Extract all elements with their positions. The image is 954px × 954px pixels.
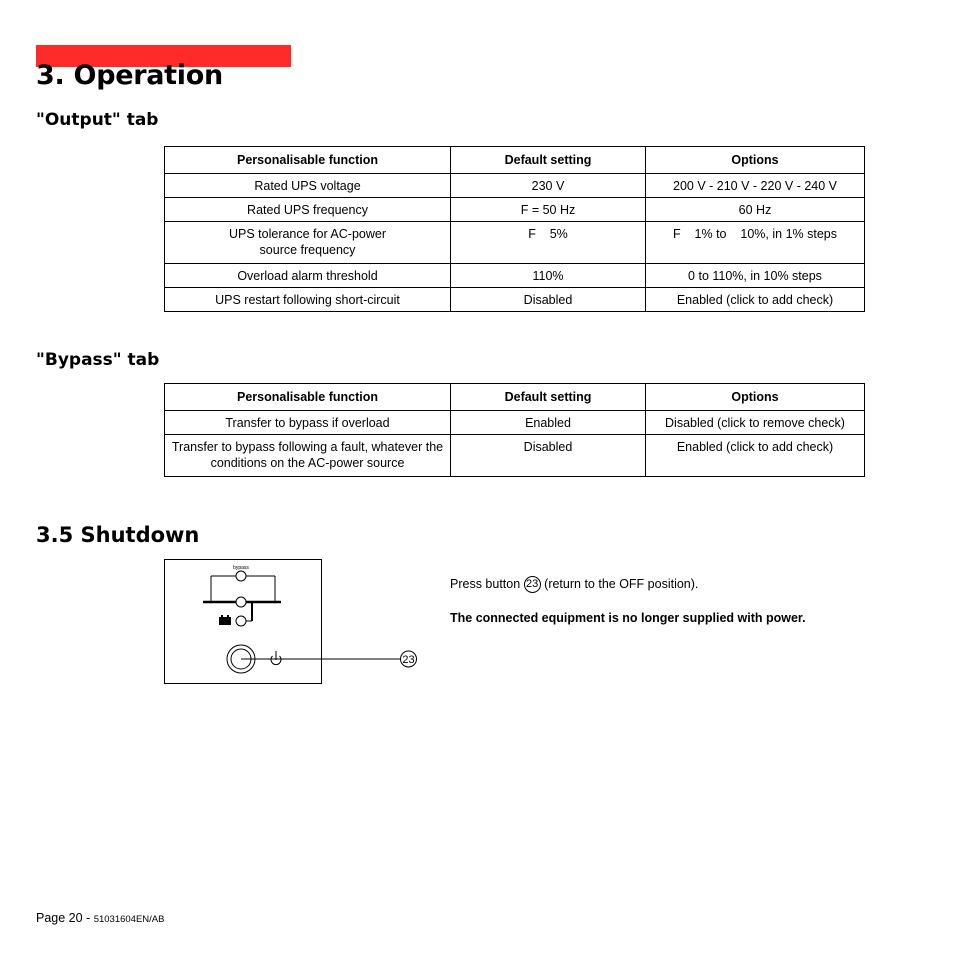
page-number: Page 20 - — [36, 911, 91, 925]
column-header: Options — [646, 384, 865, 411]
page-footer — [36, 911, 164, 925]
table-cell: UPS tolerance for AC-power source frequency — [165, 222, 451, 264]
table-cell: Overload alarm threshold — [165, 264, 451, 288]
column-header: Personalisable function — [165, 147, 451, 174]
shutdown-heading: 3.5 Shutdown — [36, 523, 200, 547]
column-header: Personalisable function — [165, 384, 451, 411]
battery-led — [236, 616, 246, 626]
instruction-suffix: (return to the OFF position). — [544, 576, 699, 591]
table-row — [165, 222, 865, 264]
ups-front-panel — [164, 559, 322, 684]
battery-icon — [219, 615, 231, 625]
callout-leader — [322, 648, 422, 670]
table-cell: 110% — [451, 264, 646, 288]
section-title: 3. Operation — [36, 60, 223, 91]
table-cell: 60 Hz — [646, 198, 865, 222]
bypass-label: bypass — [233, 565, 249, 571]
bypass-led — [236, 571, 246, 581]
table-cell: Rated UPS voltage — [165, 174, 451, 198]
output-tab-heading: "Output" tab — [36, 110, 159, 130]
table-cell: Disabled — [451, 288, 646, 312]
table-cell: Enabled — [451, 411, 646, 435]
table-row — [165, 411, 865, 435]
table-cell: Disabled (click to remove check) — [646, 411, 865, 435]
table-row — [165, 198, 865, 222]
table-cell: UPS restart following short-circuit — [165, 288, 451, 312]
callout-number: 23 — [402, 654, 415, 666]
table-cell: F = 50 Hz — [451, 198, 646, 222]
table-row — [165, 174, 865, 198]
instruction-prefix: Press button — [450, 576, 521, 591]
table-row — [165, 435, 865, 477]
table-cell: 200 V - 210 V - 220 V - 240 V — [646, 174, 865, 198]
table-cell: 230 V — [451, 174, 646, 198]
table-row — [165, 288, 865, 312]
table-cell: F 5% — [451, 222, 646, 264]
shutdown-note: The connected equipment is no longer supplied with power. — [450, 611, 806, 625]
online-led — [236, 597, 246, 607]
power-icon — [271, 651, 281, 665]
table-header-row — [165, 384, 865, 411]
doc-reference: 51031604EN/AB — [93, 914, 165, 925]
table-cell: 0 to 110%, in 10% steps — [646, 264, 865, 288]
callout-23-inline: 23 — [524, 576, 541, 593]
column-header: Default setting — [451, 384, 646, 411]
table-header-row — [165, 147, 865, 174]
table-cell: F 1% to 10%, in 1% steps — [646, 222, 865, 264]
column-header: Default setting — [451, 147, 646, 174]
table-cell: Enabled (click to add check) — [646, 288, 865, 312]
table-row — [165, 264, 865, 288]
panel-diagram — [165, 560, 321, 683]
table-cell: Transfer to bypass if overload — [165, 411, 451, 435]
output-settings-table — [164, 146, 865, 312]
table-cell: Enabled (click to add check) — [646, 435, 865, 477]
table-cell: Rated UPS frequency — [165, 198, 451, 222]
column-header: Options — [646, 147, 865, 174]
table-cell: Disabled — [451, 435, 646, 477]
bypass-tab-heading: "Bypass" tab — [36, 350, 160, 370]
bypass-settings-table — [164, 383, 865, 477]
shutdown-instruction — [450, 576, 698, 593]
table-cell: Transfer to bypass following a fault, whatever the conditions on the AC-power source — [165, 435, 451, 477]
